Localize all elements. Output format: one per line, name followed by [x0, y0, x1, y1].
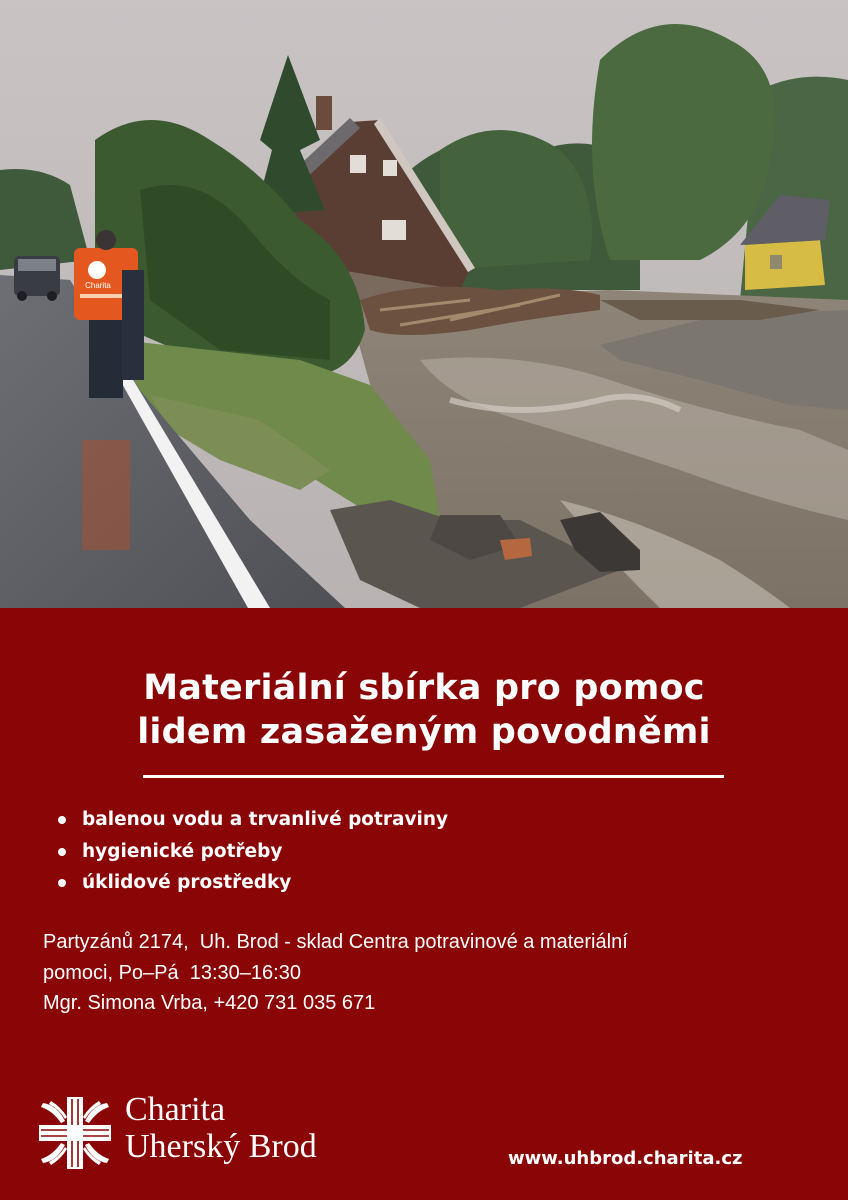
bullet-dot-icon	[58, 848, 66, 856]
logo-line-1: Charita	[125, 1091, 226, 1128]
hours-line: pomoci, Po–Pá 13:30–16:30	[43, 961, 301, 984]
list-item-label: hygienické potřeby	[82, 840, 283, 862]
vest-text: Charita	[85, 281, 111, 290]
list-item-label: balenou vodu a trvanlivé potraviny	[82, 809, 449, 830]
title-line-1: Materiální sbírka pro pomoc	[143, 668, 705, 708]
info-panel	[0, 608, 848, 1200]
list-item	[58, 867, 448, 899]
title-line-2: lidem zasaženým povodněmi	[137, 712, 711, 752]
address-line: Partyzánů 2174, Uh. Brod - sklad Centra potravinové a materiální	[43, 931, 628, 953]
divider	[143, 775, 724, 778]
collection-items-list	[58, 804, 448, 899]
list-item-label: úklidové prostředky	[82, 872, 292, 893]
logo-line-2: Uherský Brod	[125, 1128, 317, 1165]
charita-logo	[37, 1093, 397, 1175]
poster-title	[0, 666, 848, 754]
logo-wordmark	[125, 1091, 317, 1165]
list-item	[58, 836, 448, 868]
website-link[interactable]: www.uhbrod.charita.cz	[508, 1148, 743, 1169]
charita-cross-flame-icon	[37, 1095, 113, 1171]
bullet-dot-icon	[58, 816, 66, 824]
bullet-dot-icon	[58, 879, 66, 887]
list-item	[58, 804, 448, 836]
contact-line: Mgr. Simona Vrba, +420 731 035 671	[43, 992, 376, 1014]
contact-info	[43, 927, 628, 1019]
